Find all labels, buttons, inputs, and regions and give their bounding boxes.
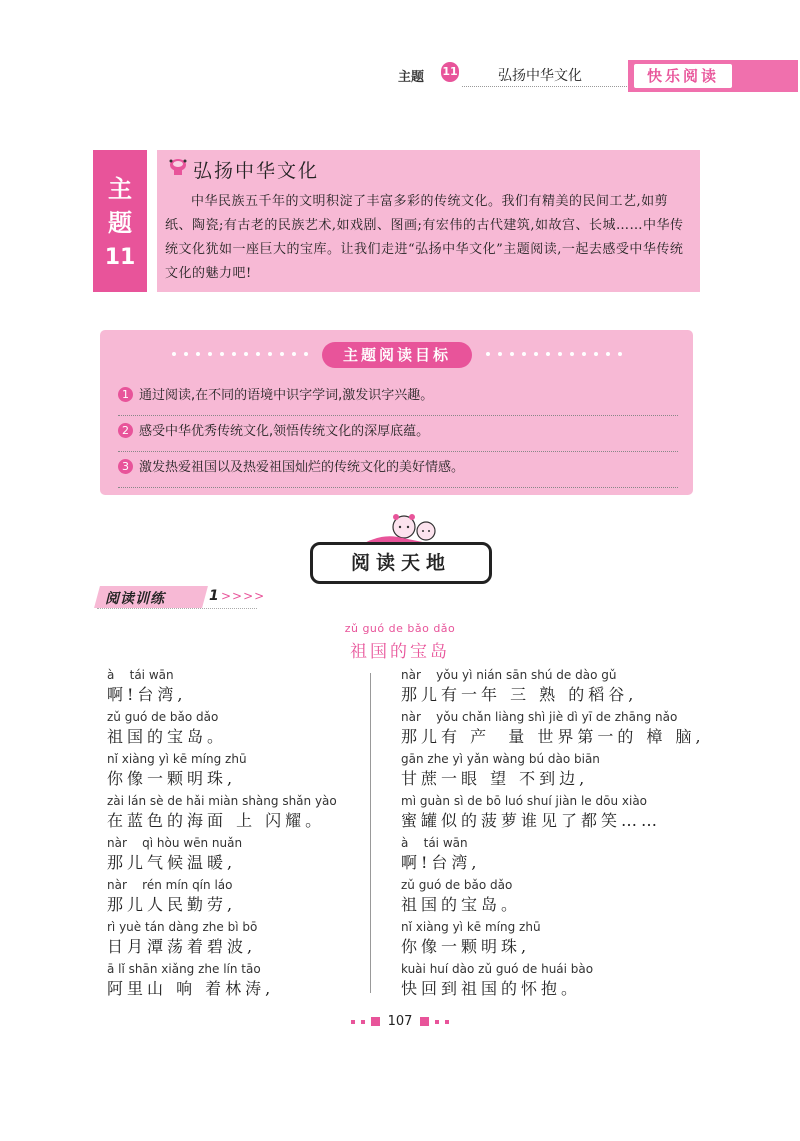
poem-line-text: 那儿有 产 量 世界第一的 樟 脑,: [401, 727, 705, 746]
poem-line: [107, 666, 337, 708]
poem-line-pinyin: nàr qì hòu wēn nuǎn: [107, 836, 243, 850]
theme-side-number: 11: [104, 245, 136, 270]
theme-side-char: 主: [108, 175, 132, 203]
poem-line-pinyin: à tái wān: [107, 668, 174, 682]
decor-square: [420, 1017, 429, 1026]
poem-line-text: 你像一颗明珠,: [107, 769, 237, 788]
decor-square: [361, 1020, 365, 1024]
poem-line-pinyin: mì guàn sì de bō luó shuí jiàn le dōu xiào: [401, 794, 648, 808]
poem-line-pinyin: kuài huí dào zǔ guó de huái bào: [401, 962, 594, 976]
header-theme-number: 11: [441, 62, 459, 82]
goal-item: [118, 453, 678, 488]
training-arrows: >>>>: [221, 589, 266, 603]
training-divider: [97, 608, 257, 609]
poem-line: [107, 960, 337, 1002]
poem-line-text: 祖国的宝岛。: [107, 727, 228, 746]
poem-line: [401, 918, 705, 960]
header-divider: [462, 86, 627, 87]
decor-square: [351, 1020, 355, 1024]
poem-line-pinyin: nàr yǒu chǎn liàng shì jiè dì yī de zhāng nǎo: [401, 710, 678, 724]
poem-line: [401, 666, 705, 708]
goal-item: [118, 381, 678, 416]
goal-text: 通过阅读,在不同的语境中识字学词,激发识字兴趣。: [139, 388, 434, 403]
poem-line-text: 日月潭荡着碧波,: [107, 937, 257, 956]
poem-line-pinyin: nàr yǒu yì nián sān shú de dào gǔ: [401, 668, 617, 682]
column-divider: [370, 673, 371, 993]
poem-line-pinyin: gān zhe yì yǎn wàng bú dào biān: [401, 752, 600, 766]
reading-world-title: 阅读天地: [310, 542, 492, 584]
decor-square: [371, 1017, 380, 1026]
poem-line-text: 祖国的宝岛。: [401, 895, 522, 914]
theme-intro-box: [157, 150, 700, 292]
poem-line-text: 甘蔗一眼 望 不到边,: [401, 769, 589, 788]
goal-text: 感受中华优秀传统文化,领悟传统文化的深厚底蕴。: [139, 424, 430, 439]
poem-line-text: 阿里山 响 着林涛,: [107, 979, 275, 998]
poem-line-text: 那儿人民勤劳,: [107, 895, 237, 914]
poem-line: [401, 750, 705, 792]
poem-line-pinyin: nǐ xiàng yì kē míng zhū: [107, 752, 247, 766]
poem-line-text: 快回到祖国的怀抱。: [401, 979, 582, 998]
poem-column-right: [401, 666, 705, 1002]
header-badge-label: 快乐阅读: [634, 64, 732, 88]
poem-line-pinyin: nǐ xiàng yì kē míng zhū: [401, 920, 541, 934]
theme-intro-text: 中华民族五千年的文明积淀了丰富多彩的传统文化。我们有精美的民间工艺,如剪纸、陶瓷;有古老的民族艺术,如戏剧、图画;有宏伟的古代建筑,如故宫、长城……中华传统文化犹如一座巨大的宝库。让我们走进“弘扬中华文化”主题阅读,一起去感受中华传统文化的魅力吧!: [165, 194, 684, 281]
training-label-text: 阅读训练: [105, 591, 165, 607]
training-number: 1: [209, 588, 219, 604]
poem-line: [401, 834, 705, 876]
goal-text: 激发热爱祖国以及热爱祖国灿烂的传统文化的美好情感。: [139, 460, 465, 475]
poem-line: [401, 960, 705, 1002]
poem-line-pinyin: à tái wān: [401, 836, 468, 850]
poem-line: [401, 792, 705, 834]
poem-line-text: 在蓝色的海面 上 闪耀。: [107, 811, 326, 830]
poem-line-pinyin: ā lǐ shān xiǎng zhe lín tāo: [107, 962, 261, 976]
decor-square: [435, 1020, 439, 1024]
header-badge: [628, 60, 798, 92]
poem-line: [107, 918, 337, 960]
poem-line-pinyin: zǔ guó de bǎo dǎo: [401, 878, 513, 892]
drum-icon: [167, 156, 189, 178]
page-footer: [0, 1014, 800, 1029]
poem-line-text: 啊!台湾,: [107, 685, 187, 704]
goal-number: 3: [118, 459, 133, 474]
goals-title: 主题阅读目标: [322, 342, 472, 368]
header-theme-label: 主题: [398, 70, 425, 85]
poem-title-pinyin: zǔ guó de bǎo dǎo: [344, 622, 456, 635]
poem-line: [107, 708, 337, 750]
goal-item: [118, 417, 678, 452]
poem-line: [107, 834, 337, 876]
page-header: [0, 0, 800, 110]
theme-side-label: [93, 150, 147, 292]
poem-line-text: 那儿有一年 三 熟 的稻谷,: [401, 685, 638, 704]
poem-line-pinyin: zài lán sè de hǎi miàn shàng shǎn yào: [107, 794, 337, 808]
poem-title: 祖国的宝岛: [350, 642, 450, 662]
poem-line: [401, 708, 705, 750]
theme-side-char: 题: [108, 209, 132, 237]
poem-line: [107, 750, 337, 792]
goal-number: 1: [118, 387, 133, 402]
poem-line-pinyin: zǔ guó de bǎo dǎo: [107, 710, 219, 724]
poem-line-pinyin: nàr rén mín qín láo: [107, 878, 233, 892]
decor-square: [445, 1020, 449, 1024]
poem-line: [107, 792, 337, 834]
header-title: 弘扬中华文化: [498, 68, 582, 84]
poem-line-text: 那儿气候温暖,: [107, 853, 237, 872]
poem-column-left: [107, 666, 337, 1002]
reading-training-label: [97, 586, 297, 608]
poem-line-text: 啊!台湾,: [401, 853, 481, 872]
poem-line-pinyin: rì yuè tán dàng zhe bì bō: [107, 920, 258, 934]
poem-line: [401, 876, 705, 918]
goal-number: 2: [118, 423, 133, 438]
poem-line: [107, 876, 337, 918]
poem-line-text: 蜜罐似的菠萝谁见了都笑……: [401, 811, 662, 830]
theme-heading: 弘扬中华文化: [193, 160, 320, 182]
goals-title-dots-left: [172, 352, 316, 358]
goals-title-dots-right: [486, 352, 630, 358]
page-number: 107: [387, 1014, 413, 1029]
poem-line-text: 你像一颗明珠,: [401, 937, 531, 956]
